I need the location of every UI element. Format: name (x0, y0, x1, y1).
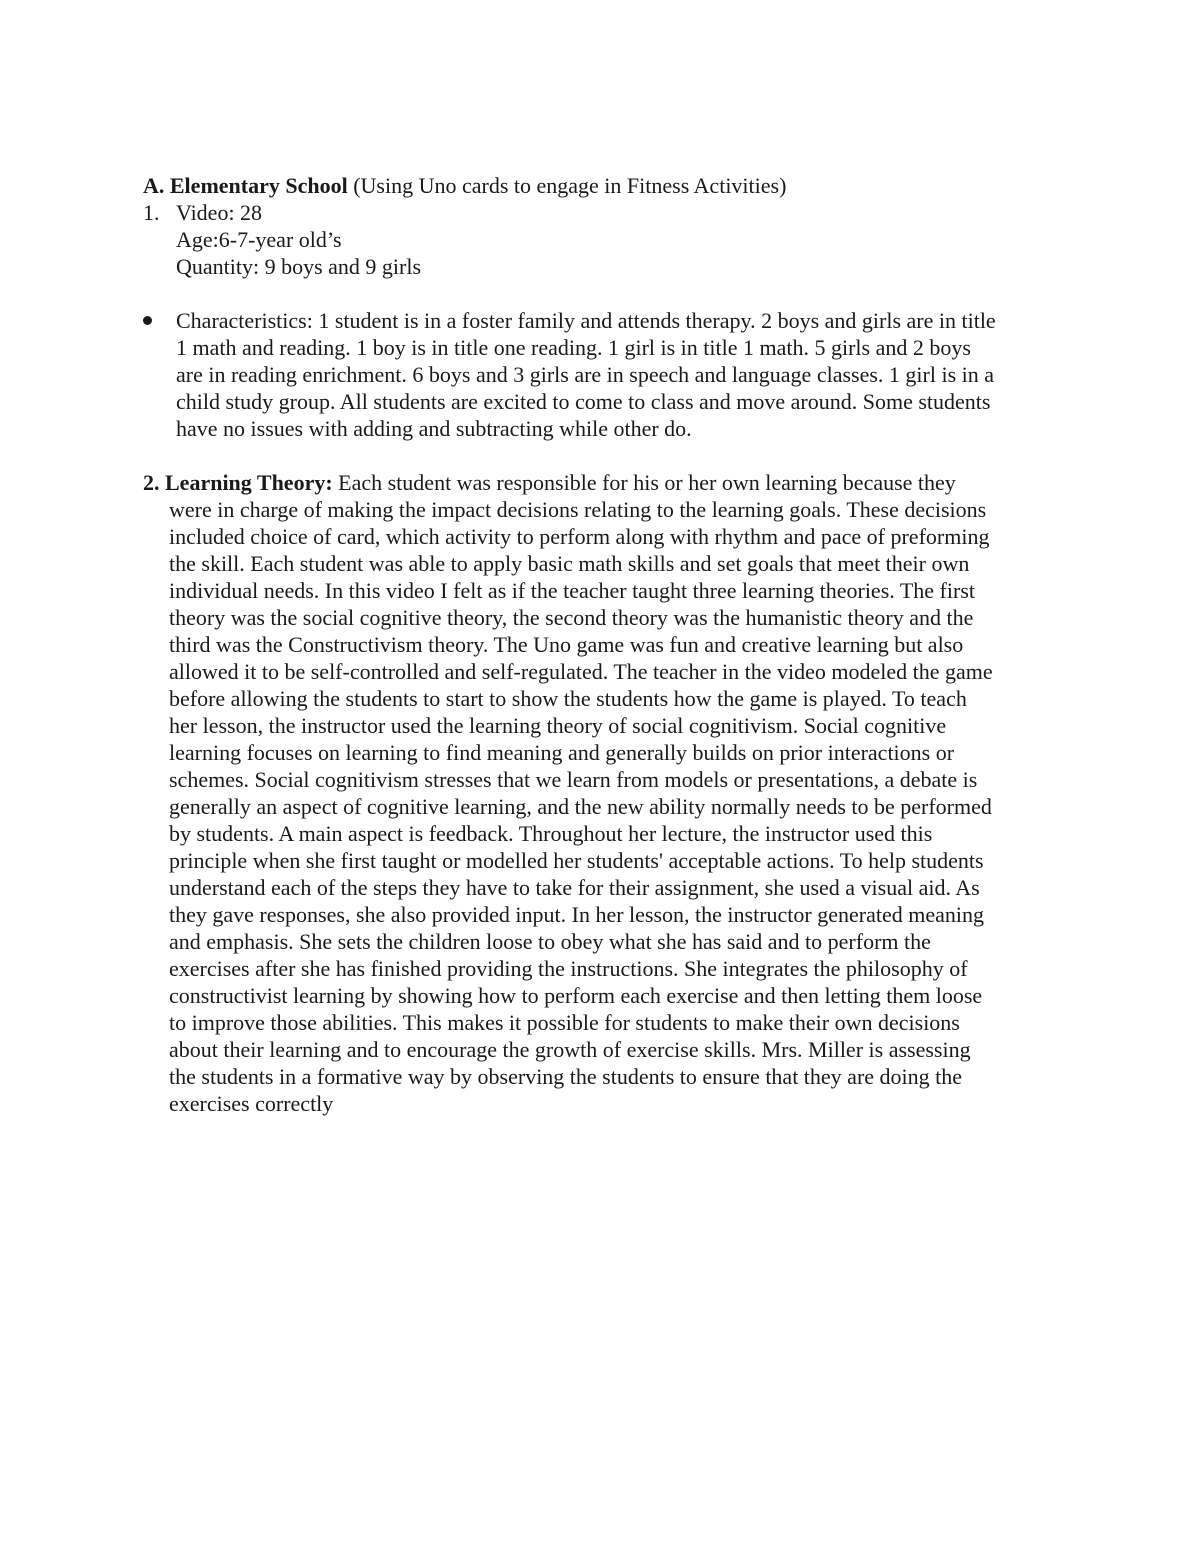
video-line: Video: 28 (176, 200, 263, 225)
section-a-subtitle: (Using Uno cards to engage in Fitness Activities) (347, 173, 787, 198)
learning-theory-paragraph (143, 469, 1073, 1117)
learning-theory-line: theory was the social cognitive theory, the second theory was the humanistic theory and the (169, 605, 974, 630)
learning-theory-line: by students. A main aspect is feedback. Throughout her lecture, the instructor used this (169, 821, 933, 846)
learning-theory-line: exercises correctly (169, 1091, 334, 1116)
learning-theory-line: before allowing the students to start to show the students how the game is played. To teach (169, 686, 967, 711)
characteristics-line: Characteristics: 1 student is in a foster family and attends therapy. 2 boys and girls are in title (176, 308, 996, 333)
learning-theory-line: the skill. Each student was able to apply basic math skills and set goals that meet their own (169, 551, 970, 576)
quantity-line: Quantity: 9 boys and 9 girls (176, 254, 422, 279)
characteristics-line: have no issues with adding and subtracting while other do. (176, 416, 692, 441)
characteristics-line: child study group. All students are excited to come to class and move around. Some students (176, 389, 991, 414)
learning-theory-line: they gave responses, she also provided input. In her lesson, the instructor generated meaning (169, 902, 984, 927)
list-number: 1. (143, 200, 160, 225)
section-a-label: A. Elementary School (143, 173, 348, 198)
learning-theory-line: included choice of card, which activity to perform along with rhythm and pace of preforming (169, 524, 990, 549)
learning-theory-line: schemes. Social cognitivism stresses that we learn from models or presentations, a debate is (169, 767, 978, 792)
characteristics-line: 1 math and reading. 1 boy is in title one reading. 1 girl is in title 1 math. 5 girls and 2 boys (176, 335, 971, 360)
learning-theory-line: third was the Constructivism theory. The Uno game was fun and creative learning but also (169, 632, 964, 657)
learning-theory-line: principle when she first taught or modelled her students' acceptable actions. To help students (169, 848, 984, 873)
learning-theory-line: understand each of the steps they have to take for their assignment, she used a visual aid. As (169, 875, 980, 900)
learning-theory-label: 2. Learning Theory: (143, 470, 333, 495)
bullet-icon (143, 316, 152, 325)
age-line: Age:6-7-year old’s (176, 227, 342, 252)
learning-theory-line: Each student was responsible for his or her own learning because they (332, 470, 956, 495)
learning-theory-line: allowed it to be self-controlled and self-regulated. The teacher in the video modeled the game (169, 659, 993, 684)
learning-theory-line: to improve those abilities. This makes it possible for students to make their own decisions (169, 1010, 960, 1035)
section-a-heading (143, 172, 1103, 199)
learning-theory-line: about their learning and to encourage the growth of exercise skills. Mrs. Miller is assessing (169, 1037, 971, 1062)
learning-theory-first-line (143, 469, 1073, 496)
learning-theory-line: learning focuses on learning to find meaning and generally builds on prior interactions or (169, 740, 955, 765)
learning-theory-line: the students in a formative way by observing the students to ensure that they are doing the (169, 1064, 963, 1089)
learning-theory-line: constructivist learning by showing how to perform each exercise and then letting them loose (169, 983, 983, 1008)
learning-theory-line: and emphasis. She sets the children loose to obey what she has said and to perform the (169, 929, 931, 954)
learning-theory-line: were in charge of making the impact decisions relating to the learning goals. These decisions (169, 497, 987, 522)
characteristics-text (176, 307, 1061, 442)
learning-theory-line: her lesson, the instructor used the learning theory of social cognitivism. Social cognitive (169, 713, 947, 738)
learning-theory-line: generally an aspect of cognitive learning, and the new ability normally needs to be performed (169, 794, 992, 819)
numbered-item-body (176, 199, 1076, 280)
learning-theory-line: individual needs. In this video I felt as if the teacher taught three learning theories. The first (169, 578, 975, 603)
learning-theory-line: exercises after she has finished providing the instructions. She integrates the philosophy of (169, 956, 968, 981)
characteristics-line: are in reading enrichment. 6 boys and 3 girls are in speech and language classes. 1 girl is in a (176, 362, 995, 387)
